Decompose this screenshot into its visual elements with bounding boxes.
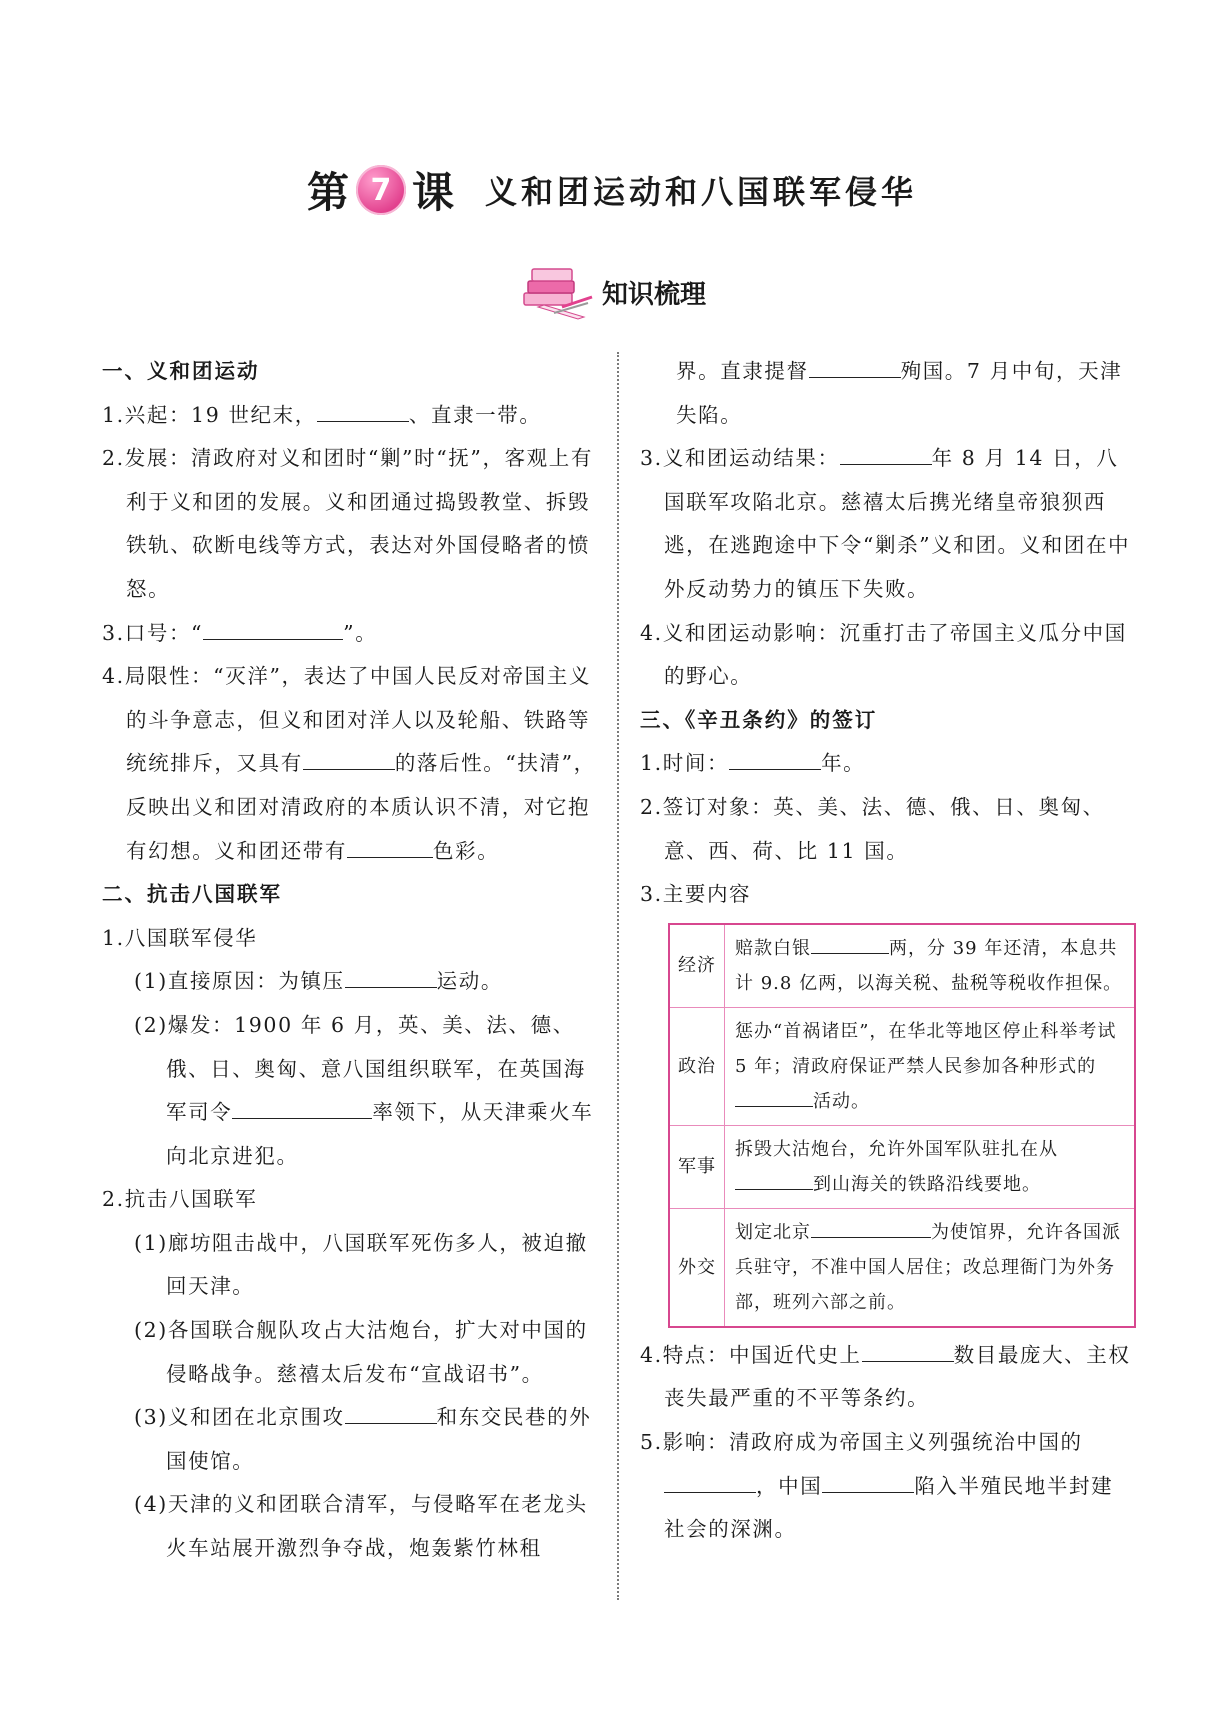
section-title: 知识梳理	[601, 279, 706, 310]
lesson-number-badge: 7	[356, 165, 406, 215]
row-content: 拆毁大沽炮台，允许外国军队驻扎在从到山海关的铁路沿线要地。	[725, 1125, 1136, 1208]
lesson-title	[0, 160, 1224, 220]
section-header	[0, 263, 1224, 321]
treaty-content-table	[668, 923, 1136, 1328]
item-limitation: 4.局限性：“灭洋”，表达了中国人民反对帝国主义的斗争意志，但义和团对洋人以及轮船、铁路等统统排斥，又具有 的落后性。“扶清”，反映出义和团对清政府的本质认识不清，对它抱有幻想。义和团还带有 色彩。	[102, 664, 596, 863]
item-impact: 4.义和团运动影响：沉重打击了帝国主义瓜分中国的野心。	[640, 620, 1127, 689]
fill-blank	[203, 638, 343, 640]
item-development: 2.发展：清政府对义和团时“剿”时“抚”，客观上有利于义和团的发展。义和团通过捣毁教堂、拆毁铁轨、砍断电线等方式，表达对外国侵略者的愤怒。	[102, 446, 593, 601]
fill-blank	[303, 768, 395, 770]
fill-blank	[811, 1236, 931, 1238]
section-heading-1: 一、义和团运动	[102, 359, 260, 383]
row-category: 军事	[669, 1125, 725, 1208]
item-outbreak: (2)爆发：1900 年 6 月，英、美、法、德、俄、日、奥匈、意八国组织联军，在英国海军司令 率领下，从天津乘火车向北京进犯。	[134, 1012, 594, 1168]
item-beijing-siege: (3)义和团在北京围攻 和东交民巷的外国使馆。	[134, 1405, 592, 1473]
fill-blank	[317, 420, 409, 422]
row-category: 政治	[669, 1007, 725, 1125]
table-row	[669, 1125, 1135, 1208]
item-invasion: 1.八国联军侵华	[102, 925, 258, 950]
item-langfang: (1)廊坊阻击战中，八国联军死伤多人，被迫撤回天津。	[134, 1230, 588, 1299]
column-divider	[617, 352, 619, 1600]
table-row	[669, 1007, 1135, 1125]
item-time: 1.时间： 年。	[640, 751, 866, 776]
title-suffix: 课	[411, 168, 455, 217]
row-content: 赔款白银 两，分 39 年还清，本息共计 9.8 亿两，以海关税、盐税等税收作担保。	[725, 924, 1136, 1008]
fill-blank	[345, 1422, 437, 1424]
item-direct-cause: (1)直接原因：为镇压 运动。	[134, 969, 503, 994]
lesson-subtitle: 义和团运动和八国联军侵华	[485, 173, 918, 211]
table-row	[669, 1208, 1135, 1327]
fill-blank	[729, 768, 821, 770]
row-category: 外交	[669, 1208, 725, 1327]
section-heading-3: 三、《辛丑条约》的签订	[640, 707, 878, 732]
fill-blank	[822, 1491, 914, 1493]
row-content: 惩办“首祸诸臣”，在华北等地区停止科举考试 5 年；清政府保证严禁人民参加各种形式的活动。	[725, 1007, 1136, 1125]
item-tianjin: (4)天津的义和团联合清军，与侵略军在老龙头火车站展开激烈争夺战，炮轰紫竹林租	[134, 1492, 588, 1561]
item-feature: 4.特点：中国近代史上 数目最庞大、主权丧失最严重的不平等条约。	[640, 1342, 1131, 1411]
item-dagu: (2)各国联合舰队攻占大沽炮台，扩大对中国的侵略战争。慈禧太后发布“宣战诏书”。	[134, 1318, 588, 1386]
title-prefix: 第	[306, 168, 350, 217]
item-tianjin-cont: 界。直隶提督 殉国。7 月中旬，天津失陷。	[676, 359, 1123, 427]
fill-blank	[347, 856, 433, 858]
fill-blank	[735, 1105, 813, 1107]
item-result: 3.义和团运动结果： 年 8 月 14 日，八国联军攻陷北京。慈禧太后携光绪皇帝狼狈西逃，在逃跑途中下令“剿杀”义和团。义和团在中外反动势力的镇压下失败。	[640, 446, 1131, 601]
left-column	[102, 350, 602, 1571]
fill-blank	[840, 463, 932, 465]
fill-blank	[811, 952, 889, 954]
item-rise: 1.兴起：19 世纪末， 、直隶一带。	[102, 402, 542, 427]
books-icon	[518, 263, 596, 321]
item-slogan: 3.口号：“ ”。	[102, 620, 378, 645]
fill-blank	[664, 1491, 756, 1493]
section-heading-2: 二、抗击八国联军	[102, 882, 282, 907]
fill-blank	[232, 1117, 372, 1119]
item-resistance: 2.抗击八国联军	[102, 1187, 258, 1212]
table-row	[669, 924, 1135, 1008]
item-main-content: 3.主要内容	[640, 882, 752, 907]
fill-blank	[809, 376, 901, 378]
row-content: 划定北京 为使馆界，允许各国派兵驻守，不准中国人居住；改总理衙门为外务部，班列六部之前。	[725, 1208, 1136, 1327]
fill-blank	[862, 1360, 954, 1362]
right-column	[640, 350, 1135, 1552]
item-signatories: 2.签订对象：英、美、法、德、俄、日、奥匈、意、西、荷、比 11 国。	[640, 794, 1105, 863]
fill-blank	[735, 1188, 813, 1190]
row-category: 经济	[669, 924, 725, 1008]
fill-blank	[345, 986, 437, 988]
item-influence: 5.影响：清政府成为帝国主义列强统治中国的，中国 陷入半殖民地半封建社会的深渊。	[640, 1429, 1114, 1542]
